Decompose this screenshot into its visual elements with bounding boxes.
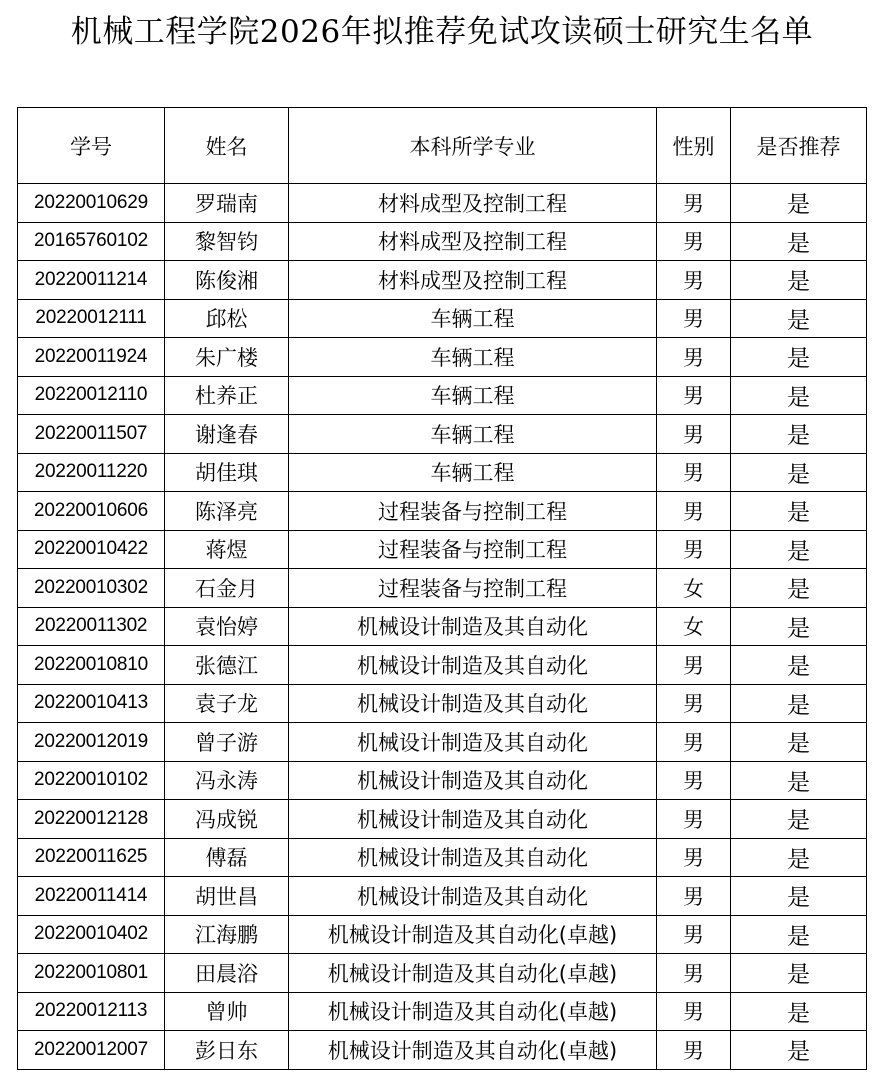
cell-gender: 男 — [657, 723, 731, 762]
header-major: 本科所学专业 — [289, 108, 657, 184]
cell-student-id: 20165760102 — [18, 222, 165, 261]
cell-recommended: 是 — [731, 1031, 867, 1070]
cell-name: 江海鹏 — [165, 915, 289, 954]
cell-major: 过程装备与控制工程 — [289, 569, 657, 608]
cell-recommended: 是 — [731, 877, 867, 916]
cell-gender: 男 — [657, 877, 731, 916]
cell-student-id: 20220012007 — [18, 1031, 165, 1070]
cell-student-id: 20220011414 — [18, 877, 165, 916]
cell-student-id: 20220012110 — [18, 376, 165, 415]
table-row — [18, 569, 867, 608]
cell-recommended: 是 — [731, 184, 867, 223]
table-row — [18, 723, 867, 762]
cell-name: 谢逢春 — [165, 415, 289, 454]
table-row — [18, 222, 867, 261]
cell-recommended: 是 — [731, 954, 867, 993]
cell-recommended: 是 — [731, 530, 867, 569]
table-row — [18, 761, 867, 800]
cell-name: 罗瑞南 — [165, 184, 289, 223]
cell-name: 张德江 — [165, 646, 289, 685]
header-row — [18, 108, 867, 184]
cell-gender: 男 — [657, 222, 731, 261]
cell-major: 车辆工程 — [289, 453, 657, 492]
cell-recommended: 是 — [731, 646, 867, 685]
cell-recommended: 是 — [731, 376, 867, 415]
table-row — [18, 184, 867, 223]
cell-student-id: 20220010606 — [18, 492, 165, 531]
cell-gender: 男 — [657, 838, 731, 877]
cell-recommended: 是 — [731, 723, 867, 762]
cell-name: 蒋煜 — [165, 530, 289, 569]
cell-student-id: 20220012113 — [18, 992, 165, 1031]
cell-gender: 男 — [657, 299, 731, 338]
cell-name: 冯永涛 — [165, 761, 289, 800]
cell-gender: 男 — [657, 992, 731, 1031]
cell-major: 过程装备与控制工程 — [289, 530, 657, 569]
cell-student-id: 20220012019 — [18, 723, 165, 762]
table-row — [18, 607, 867, 646]
table-body — [18, 184, 867, 1070]
table-row — [18, 646, 867, 685]
cell-name: 石金月 — [165, 569, 289, 608]
cell-recommended: 是 — [731, 415, 867, 454]
cell-name: 袁子龙 — [165, 684, 289, 723]
cell-gender: 男 — [657, 800, 731, 839]
table-row — [18, 376, 867, 415]
cell-gender: 男 — [657, 338, 731, 377]
cell-name: 胡世昌 — [165, 877, 289, 916]
cell-gender: 男 — [657, 954, 731, 993]
cell-recommended: 是 — [731, 222, 867, 261]
table-row — [18, 1031, 867, 1070]
cell-name: 杜养正 — [165, 376, 289, 415]
cell-student-id: 20220011302 — [18, 607, 165, 646]
cell-gender: 男 — [657, 1031, 731, 1070]
cell-gender: 男 — [657, 646, 731, 685]
cell-major: 机械设计制造及其自动化 — [289, 838, 657, 877]
cell-name: 朱广楼 — [165, 338, 289, 377]
cell-major: 机械设计制造及其自动化 — [289, 877, 657, 916]
cell-gender: 男 — [657, 492, 731, 531]
cell-recommended: 是 — [731, 607, 867, 646]
cell-student-id: 20220011214 — [18, 261, 165, 300]
cell-recommended: 是 — [731, 299, 867, 338]
cell-name: 袁怡婷 — [165, 607, 289, 646]
cell-major: 车辆工程 — [289, 415, 657, 454]
table-row — [18, 453, 867, 492]
cell-major: 机械设计制造及其自动化 — [289, 646, 657, 685]
cell-major: 车辆工程 — [289, 299, 657, 338]
cell-major: 机械设计制造及其自动化 — [289, 607, 657, 646]
cell-student-id: 20220010402 — [18, 915, 165, 954]
cell-major: 机械设计制造及其自动化(卓越) — [289, 915, 657, 954]
cell-recommended: 是 — [731, 338, 867, 377]
document-title: 机械工程学院2026年拟推荐免试攻读硕士研究生名单 — [70, 14, 814, 50]
cell-name: 陈泽亮 — [165, 492, 289, 531]
cell-major: 机械设计制造及其自动化 — [289, 761, 657, 800]
table-row — [18, 261, 867, 300]
cell-name: 彭日东 — [165, 1031, 289, 1070]
cell-student-id: 20220012128 — [18, 800, 165, 839]
cell-gender: 男 — [657, 376, 731, 415]
cell-gender: 男 — [657, 530, 731, 569]
table-row — [18, 992, 867, 1031]
cell-student-id: 20220010629 — [18, 184, 165, 223]
cell-recommended: 是 — [731, 492, 867, 531]
cell-major: 机械设计制造及其自动化(卓越) — [289, 954, 657, 993]
table-row — [18, 877, 867, 916]
cell-name: 曾子游 — [165, 723, 289, 762]
table-row — [18, 838, 867, 877]
header-gender: 性别 — [657, 108, 731, 184]
cell-recommended: 是 — [731, 453, 867, 492]
cell-recommended: 是 — [731, 684, 867, 723]
cell-gender: 男 — [657, 184, 731, 223]
cell-gender: 男 — [657, 261, 731, 300]
cell-name: 冯成锐 — [165, 800, 289, 839]
table-row — [18, 415, 867, 454]
cell-student-id: 20220010810 — [18, 646, 165, 685]
table-row — [18, 530, 867, 569]
cell-name: 陈俊湘 — [165, 261, 289, 300]
cell-name: 田晨浴 — [165, 954, 289, 993]
cell-recommended: 是 — [731, 992, 867, 1031]
cell-recommended: 是 — [731, 569, 867, 608]
cell-name: 邱松 — [165, 299, 289, 338]
header-student-id: 学号 — [18, 108, 165, 184]
cell-major: 机械设计制造及其自动化 — [289, 800, 657, 839]
cell-major: 机械设计制造及其自动化 — [289, 723, 657, 762]
cell-name: 曾帅 — [165, 992, 289, 1031]
cell-gender: 男 — [657, 415, 731, 454]
cell-major: 机械设计制造及其自动化(卓越) — [289, 1031, 657, 1070]
cell-gender: 男 — [657, 684, 731, 723]
cell-student-id: 20220011220 — [18, 453, 165, 492]
cell-major: 材料成型及控制工程 — [289, 184, 657, 223]
cell-recommended: 是 — [731, 915, 867, 954]
cell-name: 傅磊 — [165, 838, 289, 877]
cell-student-id: 20220011625 — [18, 838, 165, 877]
table-row — [18, 684, 867, 723]
cell-student-id: 20220012111 — [18, 299, 165, 338]
cell-major: 过程装备与控制工程 — [289, 492, 657, 531]
table-row — [18, 338, 867, 377]
cell-major: 材料成型及控制工程 — [289, 261, 657, 300]
cell-gender: 男 — [657, 915, 731, 954]
candidate-table — [17, 107, 867, 1070]
cell-gender: 男 — [657, 453, 731, 492]
cell-student-id: 20220011507 — [18, 415, 165, 454]
cell-major: 车辆工程 — [289, 338, 657, 377]
table-row — [18, 299, 867, 338]
cell-recommended: 是 — [731, 800, 867, 839]
cell-name: 胡佳琪 — [165, 453, 289, 492]
table-row — [18, 492, 867, 531]
cell-student-id: 20220010801 — [18, 954, 165, 993]
cell-student-id: 20220011924 — [18, 338, 165, 377]
cell-major: 材料成型及控制工程 — [289, 222, 657, 261]
cell-recommended: 是 — [731, 261, 867, 300]
header-recommended: 是否推荐 — [731, 108, 867, 184]
cell-major: 车辆工程 — [289, 376, 657, 415]
cell-gender: 女 — [657, 569, 731, 608]
cell-student-id: 20220010413 — [18, 684, 165, 723]
cell-recommended: 是 — [731, 838, 867, 877]
cell-recommended: 是 — [731, 761, 867, 800]
cell-name: 黎智钧 — [165, 222, 289, 261]
cell-gender: 女 — [657, 607, 731, 646]
table-row — [18, 800, 867, 839]
table-row — [18, 915, 867, 954]
cell-gender: 男 — [657, 761, 731, 800]
cell-major: 机械设计制造及其自动化 — [289, 684, 657, 723]
cell-student-id: 20220010102 — [18, 761, 165, 800]
cell-major: 机械设计制造及其自动化(卓越) — [289, 992, 657, 1031]
table-row — [18, 954, 867, 993]
header-name: 姓名 — [165, 108, 289, 184]
cell-student-id: 20220010302 — [18, 569, 165, 608]
cell-student-id: 20220010422 — [18, 530, 165, 569]
